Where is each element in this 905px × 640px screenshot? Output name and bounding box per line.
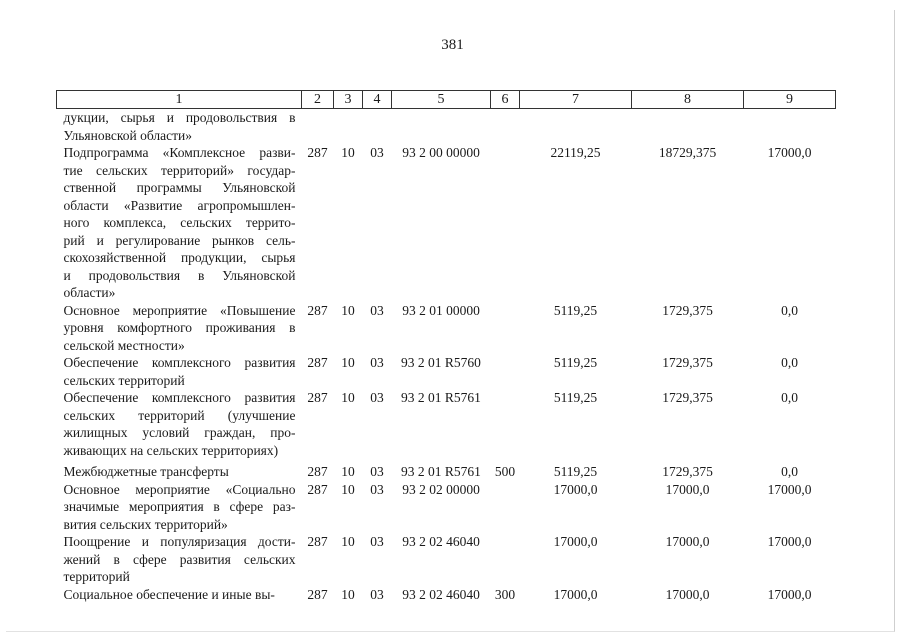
cell-c5: 93 2 02 00000 [402,481,480,497]
cell-c3: 10 [341,534,355,549]
cell-c5 [392,109,491,145]
row-name-line: Межбюджетные трансферты [63,464,229,479]
cell-c4: 03 [370,481,384,497]
row-name-line: тие сельских территорий» государ- [63,162,296,178]
row-name-cell [57,389,302,463]
cell-c9: 0,0 [781,464,798,479]
cell-c6: 500 [494,464,516,479]
row-name-cell [57,354,302,389]
row-name-line: вития сельских территорий» [63,516,228,532]
header-cell-1: 1 [57,91,302,109]
cell-c4: 03 [370,145,384,160]
row-name-line: дукции, сырья и продовольствия в [63,110,296,125]
cell-c9: 0,0 [781,355,798,370]
row-name-line: Обеспечение комплексного развития [63,355,296,370]
cell-c4: 03 [370,390,384,405]
table-row [57,109,836,145]
cell-c3 [334,109,363,145]
table-row [57,354,836,389]
cell-c8: 17000,0 [665,534,710,549]
table-row [57,463,836,481]
cell-c7: 17000,0 [553,481,598,497]
row-name-cell [57,463,302,481]
cell-c4: 03 [370,355,384,370]
cell-c5: 93 2 02 46040 [402,586,480,602]
cell-c5: 93 2 01 R5761 [401,390,481,405]
row-name-line: рий и регулирование рынков сель- [63,232,296,248]
table-row [57,586,836,604]
cell-c2: 287 [307,534,328,549]
cell-c8: 1729,375 [662,355,713,370]
cell-c2: 287 [307,390,328,405]
cell-c3: 10 [341,464,355,479]
cell-c9: 0,0 [781,302,798,318]
row-name-line: ного комплекса, сельских террито- [63,215,296,230]
header-cell-6: 6 [491,91,520,109]
row-name-line: и продовольствия в Ульяновской [63,267,296,283]
cell-c6: 300 [494,586,516,602]
cell-c8: 1729,375 [662,464,713,479]
cell-c7: 5119,25 [553,302,598,318]
cell-c7 [520,109,632,145]
header-cell-8: 8 [632,91,744,109]
row-name-line: Социальное обеспечение и иные вы- [63,586,275,602]
cell-c8: 18729,375 [658,145,717,160]
cell-c2 [302,109,334,145]
cell-c6 [491,109,520,145]
table-row [57,144,836,302]
row-name-line: Подпрограмма «Комплексное разви- [63,145,296,160]
row-name-line: сельской местности» [63,337,185,353]
cell-c8: 17000,0 [665,586,710,602]
row-name-line: Основное мероприятие «Социально [63,481,296,497]
row-name-line: сельских территорий [63,372,185,388]
cell-c3: 10 [341,586,355,602]
budget-table [56,90,836,603]
header-cell-3: 3 [334,91,363,109]
cell-c7: 17000,0 [553,586,598,602]
cell-c2: 287 [307,586,328,602]
row-name-line: живающих на сельских территориях) [63,442,279,458]
cell-c7: 5119,25 [553,390,598,405]
cell-c8: 1729,375 [662,302,713,318]
row-name-cell [57,586,302,604]
table-body [57,109,836,604]
row-name-line: Обеспечение комплексного развития [63,390,296,405]
table-row [57,389,836,463]
row-name-line: сельских территорий (улучшение [63,407,296,423]
cell-c4: 03 [370,586,384,602]
row-name-line: Основное мероприятие «Повышение [63,302,296,318]
cell-c6 [491,389,520,463]
header-row [57,91,836,109]
table-row [57,302,836,355]
cell-c8: 1729,375 [662,390,713,405]
cell-c7: 5119,25 [553,464,598,479]
page-number: 381 [441,37,464,53]
cell-c5: 93 2 02 46040 [402,534,480,549]
row-name-line: ственной программы Ульяновской [63,180,296,195]
cell-c8: 17000,0 [665,481,710,497]
cell-c3: 10 [341,390,355,405]
header-cell-5: 5 [392,91,491,109]
header-cell-7: 7 [520,91,632,109]
cell-c7: 22119,25 [550,145,601,160]
row-name-line: Ульяновской области» [63,127,193,143]
row-name-line: скохозяйственной продукции, сырья [63,250,296,265]
cell-c9: 17000,0 [767,481,812,497]
row-name-line: территорий [63,569,130,584]
cell-c3: 10 [341,145,355,160]
cell-c3: 10 [341,355,355,370]
cell-c2: 287 [307,464,328,479]
cell-c9: 17000,0 [767,534,812,549]
row-name-cell [57,144,302,302]
row-name-cell [57,109,302,145]
row-name-line: области» [63,285,116,300]
cell-c3: 10 [341,302,355,318]
cell-c2: 287 [307,145,328,160]
cell-c9: 0,0 [781,390,798,405]
cell-c9: 17000,0 [767,586,812,602]
cell-c5: 93 2 01 R5760 [401,355,481,370]
cell-c5: 93 2 01 R5761 [401,464,481,479]
cell-c6 [491,354,520,389]
row-name-cell [57,302,302,355]
table-row [57,533,836,586]
cell-c4: 03 [370,534,384,549]
cell-c7: 17000,0 [553,534,598,549]
row-name-line: значимые мероприятия в сфере раз- [63,499,296,514]
cell-c3: 10 [341,481,355,497]
row-name-line: Поощрение и популяризация дости- [63,534,296,549]
cell-c8 [632,109,744,145]
row-name-cell [57,533,302,586]
cell-c2: 287 [307,355,328,370]
cell-c6 [491,302,520,355]
cell-c6 [491,481,520,534]
cell-c9: 17000,0 [767,145,812,160]
table-row [57,481,836,534]
cell-c7: 5119,25 [553,355,598,370]
cell-c4: 03 [370,302,384,318]
header-cell-2: 2 [302,91,334,109]
row-name-line: жений в сфере развития сельских [63,551,296,567]
row-name-line: жилищных условий граждан, про- [63,425,296,440]
row-name-line: уровня комфортного проживания в [63,320,296,335]
cell-c4 [363,109,392,145]
row-name-line: области «Развитие агропромышлен- [63,197,296,213]
header-cell-9: 9 [744,91,836,109]
cell-c6 [491,144,520,302]
cell-c5: 93 2 01 00000 [402,302,480,318]
cell-c5: 93 2 00 00000 [402,145,480,160]
cell-c2: 287 [307,302,328,318]
cell-c6 [491,533,520,586]
cell-c9 [744,109,836,145]
header-cell-4: 4 [363,91,392,109]
cell-c4: 03 [370,464,384,479]
cell-c2: 287 [307,481,328,497]
row-name-cell [57,481,302,534]
